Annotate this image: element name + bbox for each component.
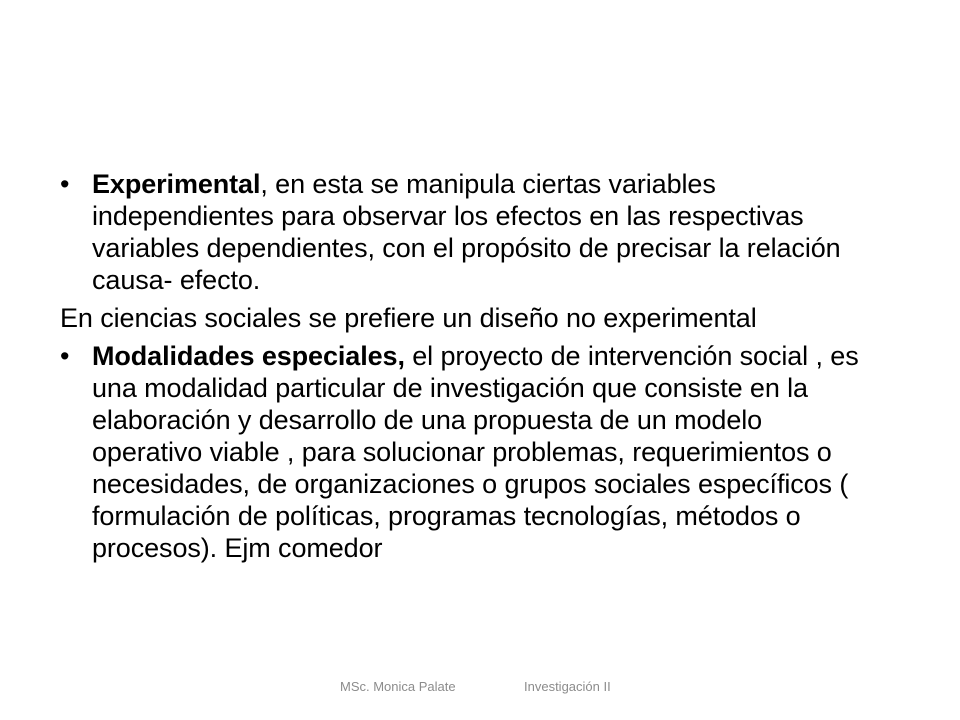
- slide-body: [60, 168, 870, 564]
- bullet-description: , en esta se manipula ciertas variables independientes para observar los efectos en las respectivas variables dependientes, con el propósito de precisar la relación causa- efecto.: [92, 169, 841, 295]
- bullet-experimental: [60, 168, 870, 296]
- footer-course: Investigación II: [524, 679, 611, 694]
- bullet-point: •: [60, 169, 70, 199]
- footer-author: MSc. Monica Palate: [340, 679, 456, 694]
- bullet-modalidades: [60, 340, 870, 564]
- bullet-point: •: [60, 341, 70, 371]
- bullet-term: Modalidades especiales,: [92, 341, 405, 371]
- plain-statement: En ciencias sociales se prefiere un diseño no experimental: [60, 303, 757, 333]
- bullet-term: Experimental: [92, 169, 261, 199]
- bullet-description: el proyecto de intervención social , es una modalidad particular de investigación que consiste en la elaboración y desarrollo de una propuesta de un modelo operativo viable , para solucionar problemas, requerimientos o necesidades, de organizaciones o grupos sociales específicos ( formulación de políticas, programas tecnologías, métodos o procesos). Ejm comedor: [92, 341, 859, 563]
